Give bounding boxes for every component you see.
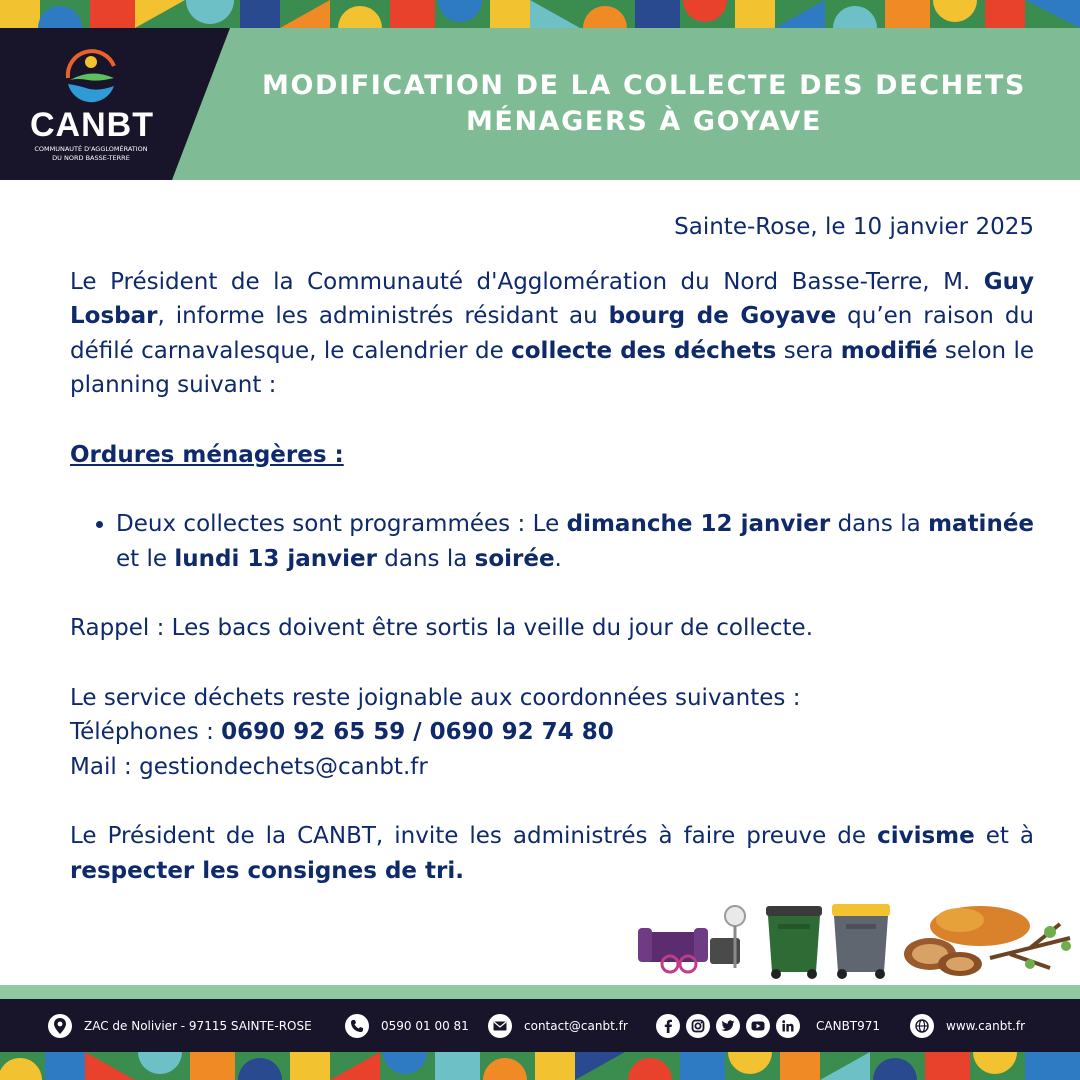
page-title: [230, 68, 1058, 140]
globe-icon: [910, 1014, 934, 1038]
mail-address[interactable]: gestiondechets@canbt.fr: [139, 753, 428, 780]
date-highlight: lundi 13 janvier: [174, 545, 377, 572]
green-waste-icon: [904, 906, 1071, 976]
green-bin-icon: [766, 906, 822, 979]
letter-date: Sainte-Rose, le 10 janvier 2025: [674, 214, 1034, 240]
closing-text: Le Président de la CANBT, invite les administrés à faire preuve de: [70, 823, 878, 849]
social-handle: CANBT971: [816, 1019, 881, 1033]
twitter-icon[interactable]: [716, 1014, 740, 1038]
logo-subtitle-line: DU NORD BASSE-TERRE: [52, 154, 130, 162]
intro-text: qu’en raison du défilé carnavalesque, le calendrier de: [70, 303, 1034, 364]
closing-text: et à: [974, 823, 1034, 849]
contact-phones: [70, 715, 1034, 750]
footer-email: [488, 1013, 628, 1039]
logo-subtitle: [22, 145, 160, 163]
intro-text: sera: [776, 337, 841, 364]
sorting-highlight: respecter les consignes de tri.: [70, 857, 464, 884]
footer-phone: [345, 1013, 469, 1039]
website-link[interactable]: www.canbt.fr: [946, 1019, 1026, 1033]
list-item: [116, 507, 1034, 576]
bottom-decorative-pattern: [0, 1052, 1080, 1080]
header-banner: [0, 28, 1080, 180]
social-icons: [656, 1014, 806, 1038]
logo-name: CANBT: [30, 106, 154, 144]
civism-highlight: civisme: [877, 823, 975, 849]
modified-highlight: modifié: [840, 337, 938, 364]
contact-mail: [70, 750, 1034, 785]
time-highlight: soirée: [474, 545, 555, 572]
location-highlight: bourg de Goyave: [608, 303, 837, 329]
section-title: Ordures ménagères :: [70, 441, 344, 468]
bullet-text: Deux collectes sont programmées : Le: [116, 511, 567, 537]
footer-social: [656, 1013, 880, 1039]
intro-text: selon le planning suivant :: [70, 337, 1034, 398]
intro-text: Le Président de la Communauté d'Agglomération du Nord Basse-Terre, M.: [70, 268, 984, 295]
canbt-logo-icon: [58, 42, 124, 108]
footer-website: [910, 1013, 1025, 1039]
logo-subtitle-line: COMMUNAUTÉ D'AGGLOMÉRATION: [34, 145, 148, 153]
instagram-icon[interactable]: [686, 1014, 710, 1038]
date-highlight: dimanche 12 janvier: [566, 511, 831, 537]
mail-label: Mail :: [70, 753, 140, 780]
contact-intro: Le service déchets reste joignable aux coordonnées suivantes :: [70, 684, 801, 711]
reminder-text: Rappel : Les bacs doivent être sortis la veille du jour de collecte.: [70, 615, 814, 641]
yellow-bin-icon: [832, 904, 890, 979]
location-pin-icon: [48, 1014, 72, 1038]
bullet-text: dans la: [376, 545, 475, 572]
intro-paragraph: [70, 265, 1034, 403]
page-title-line: MODIFICATION DE LA COLLECTE DES DECHETS: [262, 70, 1026, 101]
intro-text: , informe les administrés résidant au: [157, 303, 609, 329]
closing-paragraph: [70, 819, 1034, 888]
logo-block: [0, 28, 230, 180]
phone-numbers: 0690 92 65 59 / 0690 92 74 80: [221, 719, 614, 745]
waste-illustrations: [630, 898, 1080, 982]
page-title-line: MÉNAGERS À GOYAVE: [465, 106, 823, 137]
address-text: ZAC de Nolivier - 97115 SAINTE-ROSE: [84, 1019, 312, 1033]
bullet-list: [70, 507, 1034, 576]
letter-body: [70, 210, 1034, 888]
contact-block: [70, 681, 1034, 785]
bulky-waste-icon: [638, 906, 745, 972]
time-highlight: matinée: [928, 511, 1035, 537]
phone-text[interactable]: 0590 01 00 81: [381, 1019, 469, 1033]
footer-stripe: [0, 985, 1080, 999]
president-name: Guy Losbar: [70, 268, 1034, 329]
phone-icon: [345, 1014, 369, 1038]
footer: [0, 999, 1080, 1052]
top-decorative-pattern: [0, 0, 1080, 28]
mail-icon: [488, 1014, 512, 1038]
facebook-icon[interactable]: [656, 1014, 680, 1038]
phone-label: Téléphones :: [70, 719, 222, 745]
linkedin-icon[interactable]: [776, 1014, 800, 1038]
bullet-text: dans la: [830, 511, 929, 537]
footer-address: [48, 1013, 312, 1039]
bullet-text: .: [554, 545, 562, 572]
email-text[interactable]: contact@canbt.fr: [524, 1019, 628, 1033]
bullet-text: et le: [116, 545, 175, 572]
youtube-icon[interactable]: [746, 1014, 770, 1038]
collection-highlight: collecte des déchets: [511, 337, 777, 364]
